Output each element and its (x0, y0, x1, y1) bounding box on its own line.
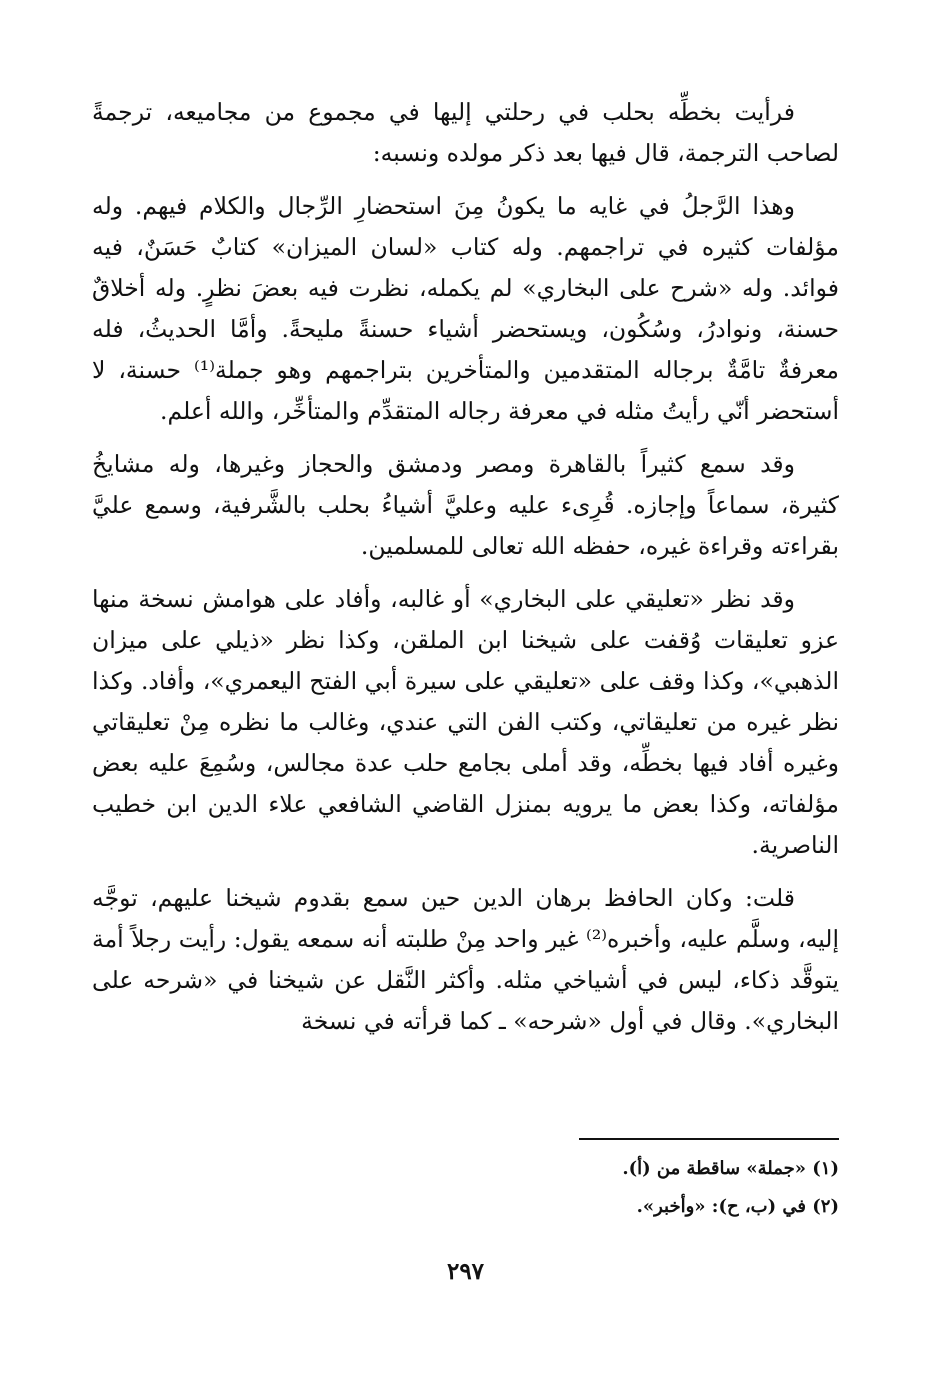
paragraph-text: فرأيت بخطِّه بحلب في رحلتي إليها في مجموع من مجاميعه، ترجمةً لصاحب الترجمة، قال فيها بعد ذكر مولده ونسبه: (92, 98, 839, 167)
footnote-divider (579, 1138, 839, 1140)
main-text (92, 92, 839, 1042)
paragraph-text: قلت: وكان الحافظ برهان الدين حين سمع بقدوم شيخنا عليهم، توجَّه إليه، وسلَّم عليه، وأخبره⁽²⁾ غير واحد مِنْ طلبته أنه سمعه يقول: رأيت رجلاً أمة يتوقَّد ذكاء، ليس في أشياخي مثله. وأكثر النَّقل عن شيخنا في «شرحه على البخاري». وقال في أول «شرحه» ـ كما قرأته في نسخة (92, 884, 839, 1035)
footnotes (92, 1150, 839, 1226)
paragraph-text: وهذا الرَّجلُ في غايه ما يكونُ مِنَ استحضارِ الرِّجال والكلام فيهم. وله مؤلفات كثيره في تراجمهم. وله كتاب «لسان الميزان» كتابٌ حَسَنٌ، فيه فوائد. وله «شرح على البخاري» لم يكمله، نظرت فيه بعضَ نظرٍ. وله أخلاقٌ حسنة، ونوادرُ، وسُكُون، ويستحضر أشياء حسنةً مليحةً. وأمَّا الحديثُ، فله معرفةٌ تامَّةٌ برجاله المتقدمين والمتأخرين بتراجمهم وهو جملة⁽¹⁾ حسنة، لا أستحضر أنّي رأيتُ مثله في معرفة رجاله المتقدِّم والمتأخِّر، والله أعلم. (92, 192, 839, 425)
paragraph-3 (92, 444, 839, 567)
paragraph-text: وقد سمع كثيراً بالقاهرة ومصر ودمشق والحجاز وغيرها، وله مشايخُ كثيرة، سماعاً وإجازه. قُرِىء عليه وعليَّ أشياءُ بحلب بالشَّرفية، وسمع عليَّ بقراءته وقراءة غيره، حفظه الله تعالى للمسلمين. (92, 450, 839, 560)
paragraph-text: وقد نظر «تعليقي على البخاري» أو غالبه، وأفاد على هوامش نسخة منها عزو تعليقات وُقفت على شيخنا ابن الملقن، وكذا نظر «ذيلي على ميزان الذهبي»، وكذا وقف على «تعليقي على سيرة أبي الفتح اليعمري»، وأفاد. وكذا نظر غيره من تعليقاتي، وكتب الفن التي عندي، وغالب ما نظره مِنْ تعليقاتي وغيره أفاد فيها بخطِّه، وقد أملى بجامع حلب عدة مجالس، وسُمِعَ عليه بعض مؤلفاته، وكذا بعض ما يرويه بمنزل القاضي الشافعي علاء الدين ابن خطيب الناصرية. (92, 585, 839, 859)
footnote-1: (١) «جملة» ساقطة من (أ). (622, 1158, 839, 1179)
paragraph-4 (92, 579, 839, 866)
paragraph-5 (92, 878, 839, 1042)
footnote-2: (٢) في (ب، ح): «وأخبر». (636, 1196, 839, 1217)
paragraph-2 (92, 186, 839, 432)
page-number: ٢٩٧ (446, 1258, 485, 1285)
paragraph-1 (92, 92, 839, 174)
